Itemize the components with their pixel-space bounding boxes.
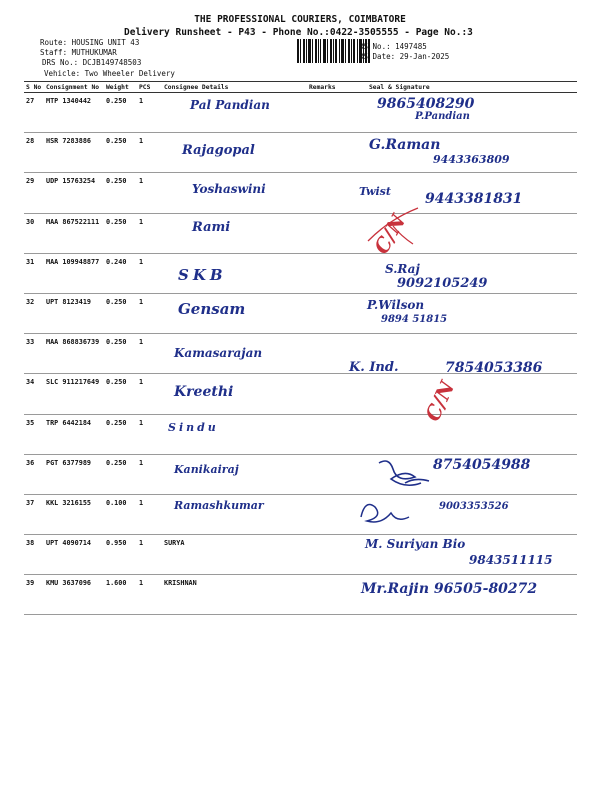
table-row: [24, 133, 577, 173]
row-sno: 28: [24, 133, 44, 173]
row-consignment: HSR 7283886: [44, 133, 104, 173]
col-remarks: Remarks: [307, 82, 355, 93]
row-consignee: [162, 93, 307, 133]
row-weight: 0.100: [104, 494, 137, 534]
cn-slash-mark: [363, 206, 423, 246]
row-sno: 31: [24, 253, 44, 293]
row-weight: 0.250: [104, 293, 137, 333]
row-signature: [355, 454, 577, 494]
row-consignment: KMU 3637096: [44, 575, 104, 615]
rs-date: RS Date: 29-Jan-2025: [359, 52, 450, 61]
row-sno: 33: [24, 334, 44, 374]
signature-phone: 9843511115: [469, 553, 553, 568]
signature-name: K. Ind.: [349, 360, 399, 376]
table-row: [24, 575, 577, 615]
col-weight: Weight: [104, 82, 137, 93]
row-pcs: 1: [137, 414, 162, 454]
row-pcs: 1: [137, 133, 162, 173]
row-weight: 0.250: [104, 173, 137, 213]
row-consignee: [162, 293, 307, 333]
row-remarks: [307, 374, 355, 414]
row-consignment: KKL 3216155: [44, 494, 104, 534]
table-row: [24, 253, 577, 293]
staff-label: Staff: MUTHUKUMAR: [40, 48, 117, 57]
row-consignment: PGT 6377989: [44, 454, 104, 494]
row-weight: 0.250: [104, 374, 137, 414]
row-sno: 34: [24, 374, 44, 414]
row-weight: 0.950: [104, 535, 137, 575]
row-consignment: MAA 868836739: [44, 334, 104, 374]
row-consignee: [162, 213, 307, 253]
table-row: [24, 293, 577, 333]
table-row: [24, 494, 577, 534]
row-consignment: UDP 15763254: [44, 173, 104, 213]
table-row: [24, 414, 577, 454]
signature-name: M. Suriyan Bio: [365, 537, 466, 552]
col-signature: Seal & Signature: [355, 82, 577, 93]
row-sno: 36: [24, 454, 44, 494]
row-pcs: 1: [137, 93, 162, 133]
signature-phone: 9443363809: [433, 153, 510, 167]
signature-name: G.Raman: [369, 137, 441, 154]
row-consignment: MTP 1340442: [44, 93, 104, 133]
row-remarks: [307, 253, 355, 293]
table-row: [24, 374, 577, 414]
row-pcs: 1: [137, 293, 162, 333]
row-consignee: [162, 414, 307, 454]
signature-name: Mr.Rajin 96505-80272: [361, 581, 538, 598]
row-consignee: [162, 334, 307, 374]
row-sno: 29: [24, 173, 44, 213]
row-consignment: MAA 867522111: [44, 213, 104, 253]
row-consignment: UPT 8123419: [44, 293, 104, 333]
handwritten-consignee: Kamasarajan: [174, 346, 263, 361]
runsheet-table: [24, 81, 577, 615]
printed-consignee: KRISHNAN: [164, 579, 197, 588]
table-row: [24, 93, 577, 133]
row-remarks: [307, 173, 355, 213]
signature-phone: 9894 51815: [381, 313, 448, 325]
signature-scribble: [355, 493, 415, 529]
handwritten-consignee: Kanikairaj: [174, 462, 239, 476]
row-consignment: TRP 6442184: [44, 414, 104, 454]
row-consignee: [162, 454, 307, 494]
signature-name: Twist: [359, 185, 391, 199]
route-label: Route: HOUSING UNIT 43: [40, 38, 140, 47]
handwritten-consignee: Gensam: [178, 299, 246, 318]
row-signature: [355, 253, 577, 293]
row-signature: [355, 93, 577, 133]
row-remarks: [307, 414, 355, 454]
row-signature: [355, 209, 577, 258]
row-pcs: 1: [137, 213, 162, 253]
row-remarks: [307, 494, 355, 534]
handwritten-consignee: Ramashkumar: [174, 498, 264, 512]
row-weight: 0.250: [104, 133, 137, 173]
table-row: [24, 173, 577, 213]
signature-name: P.Wilson: [367, 297, 425, 312]
row-remarks: [307, 293, 355, 333]
row-consignment: SLC 911217649: [44, 374, 104, 414]
rs-number: RS No.: 1497485: [359, 42, 427, 51]
row-consignment: UPT 4090714: [44, 535, 104, 575]
handwritten-consignee: Kreethi: [174, 384, 234, 401]
row-weight: 0.250: [104, 334, 137, 374]
row-remarks: [307, 213, 355, 253]
row-sno: 27: [24, 93, 44, 133]
handwritten-consignee: SKB: [178, 265, 227, 284]
row-remarks: [307, 133, 355, 173]
row-pcs: 1: [137, 374, 162, 414]
signature-phone: 9865408290: [377, 96, 475, 112]
row-pcs: 1: [137, 173, 162, 213]
handwritten-consignee: Sindu: [168, 420, 219, 434]
row-pcs: 1: [137, 334, 162, 374]
row-weight: 1.600: [104, 575, 137, 615]
table-row: [24, 454, 577, 494]
signature-phone: 8754054988: [433, 456, 531, 473]
printed-consignee: SURYA: [164, 539, 185, 548]
row-sno: 30: [24, 213, 44, 253]
row-sno: 35: [24, 414, 44, 454]
row-consignee: [162, 575, 307, 615]
signature-phone: 9443381831: [425, 191, 523, 208]
cn-mark: C/N: [420, 376, 460, 425]
col-consignee: Consignee Details: [162, 82, 307, 93]
row-remarks: [307, 575, 355, 615]
row-weight: 0.250: [104, 454, 137, 494]
row-remarks: [307, 535, 355, 575]
row-sno: 32: [24, 293, 44, 333]
signature-phone: 9003353526: [439, 500, 509, 512]
signature-name: S.Raj: [385, 261, 420, 276]
row-sno: 39: [24, 575, 44, 615]
handwritten-consignee: Pal Pandian: [190, 98, 270, 112]
handwritten-consignee: Rami: [192, 219, 231, 235]
row-consignee: [162, 173, 307, 213]
row-consignee: [162, 494, 307, 534]
row-consignee: [162, 535, 307, 575]
runsheet-title: Delivery Runsheet - P43 - Phone No.:0422-3505555 - Page No.:3: [124, 27, 473, 38]
row-consignee: [162, 374, 307, 414]
handwritten-consignee: Yoshaswini: [192, 182, 266, 197]
row-weight: 0.250: [104, 414, 137, 454]
row-pcs: 1: [137, 575, 162, 615]
row-weight: 0.250: [104, 213, 137, 253]
row-consignee: [162, 253, 307, 293]
row-signature: [349, 360, 577, 414]
row-pcs: 1: [137, 535, 162, 575]
row-pcs: 1: [137, 454, 162, 494]
table-row: [24, 213, 577, 253]
drs-number: DRS No.: DCJB149748503: [42, 58, 142, 67]
row-signature: [355, 535, 577, 575]
row-signature: [355, 293, 577, 333]
row-weight: 0.240: [104, 253, 137, 293]
table-header-row: [24, 82, 577, 93]
row-signature: [355, 575, 577, 615]
signature-phone: 9092105249: [397, 275, 488, 291]
row-pcs: 1: [137, 494, 162, 534]
row-remarks: [307, 93, 355, 133]
col-consignment: Consignment No: [44, 82, 104, 93]
table-row: [24, 535, 577, 575]
signature-phone: 7854053386: [445, 360, 543, 377]
row-remarks: [307, 334, 355, 374]
company-title: THE PROFESSIONAL COURIERS, COIMBATORE: [194, 14, 406, 25]
row-consignee: [162, 133, 307, 173]
row-remarks: [307, 454, 355, 494]
row-sno: 38: [24, 535, 44, 575]
col-sno: S No: [24, 82, 44, 93]
cn-mark: C/N: [368, 209, 411, 258]
signature-name: P.Pandian: [415, 111, 470, 122]
row-signature: [355, 376, 577, 454]
row-signature: [355, 133, 577, 173]
row-signature: [355, 494, 577, 534]
row-weight: 0.250: [104, 93, 137, 133]
col-pcs: PCS: [137, 82, 162, 93]
row-sno: 37: [24, 494, 44, 534]
row-consignment: MAA 109948877: [44, 253, 104, 293]
handwritten-consignee: Rajagopal: [182, 143, 255, 159]
vehicle-label: Vehicle: Two Wheeler Delivery: [44, 69, 175, 78]
row-pcs: 1: [137, 253, 162, 293]
